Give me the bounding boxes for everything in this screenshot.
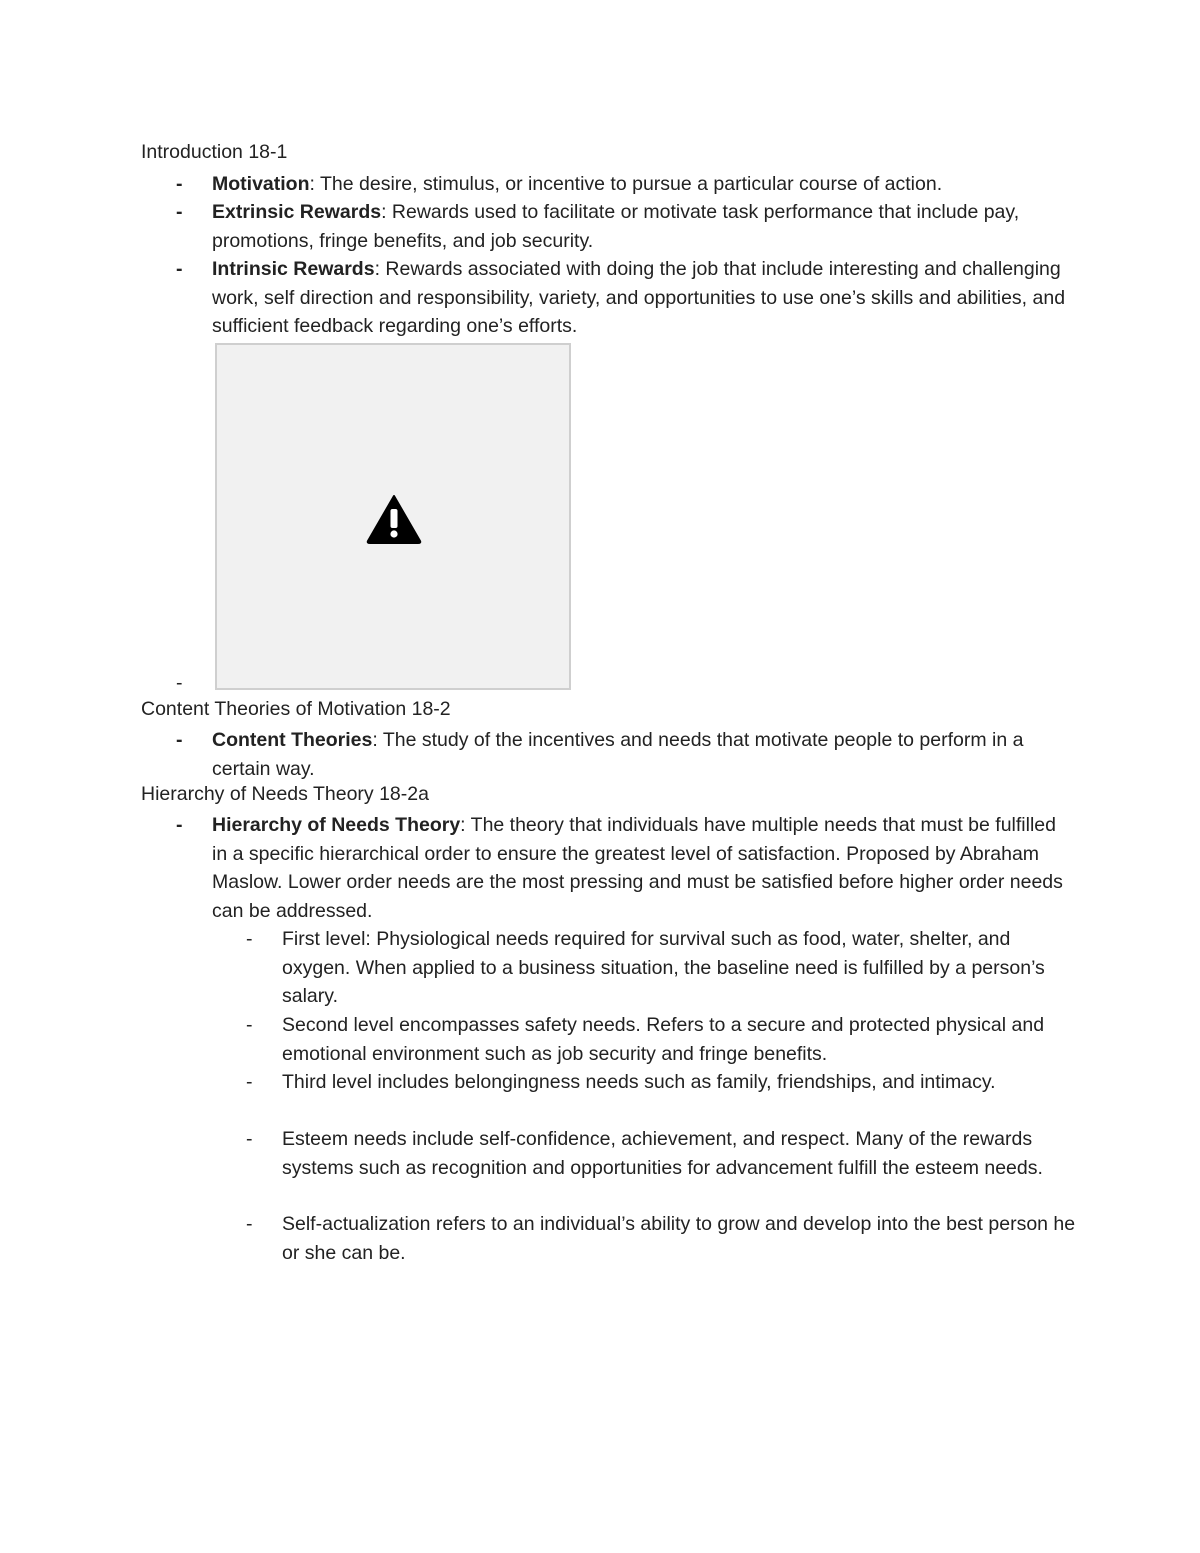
bullet: - bbox=[246, 1213, 253, 1235]
bullet: - bbox=[176, 201, 183, 223]
term-label: Motivation bbox=[212, 173, 310, 195]
term-label: Content Theories bbox=[212, 729, 373, 751]
bullet: - bbox=[246, 1128, 253, 1150]
subitem-text: Third level includes belongingness needs such as family, friendships, and intimacy. bbox=[282, 1071, 996, 1093]
sublist-item-self-actualization bbox=[246, 1210, 1082, 1267]
bullet: - bbox=[176, 258, 183, 280]
section-heading-content-theories: Content Theories of Motivation 18-2 bbox=[141, 698, 451, 720]
subitem-text: Esteem needs include self-confidence, achievement, and respect. Many of the rewards systems such as recognition and opportunities for advancement fulfill the esteem needs. bbox=[282, 1128, 1043, 1179]
definition-text: : The desire, stimulus, or incentive to pursue a particular course of action. bbox=[309, 173, 943, 195]
term-label: Hierarchy of Needs Theory bbox=[212, 814, 461, 836]
sublist-item-third-level bbox=[246, 1068, 1082, 1097]
bullet: - bbox=[176, 729, 183, 751]
definition-text: : Rewards used to facilitate or motivate task performance that include pay, promotions, fringe benefits, and job security. bbox=[212, 201, 1020, 252]
bullet: - bbox=[246, 1014, 253, 1036]
section-heading-hierarchy-of-needs: Hierarchy of Needs Theory 18-2a bbox=[141, 783, 429, 805]
subitem-text: Second level encompasses safety needs. Refers to a secure and protected physical and emotional environment such as job security and fringe benefits. bbox=[282, 1014, 1045, 1065]
sublist-item-second-level bbox=[246, 1011, 1082, 1068]
bullet: - bbox=[246, 1071, 253, 1093]
section-heading-introduction: Introduction 18-1 bbox=[141, 141, 288, 163]
bullet: - bbox=[176, 672, 183, 694]
term-label: Intrinsic Rewards bbox=[212, 258, 375, 280]
warning-triangle-icon bbox=[366, 494, 422, 544]
definition-text: : The theory that individuals have multiple needs that must be fulfilled in a specific hierarchical order to ensure the greatest level of satisfaction. Proposed by Abraham Maslow. Lower order needs are the most pressing and must be satisfied before higher order needs can be addressed. bbox=[212, 814, 1063, 922]
bullet: - bbox=[246, 928, 253, 950]
definition-text: : Rewards associated with doing the job that include interesting and challenging work, self direction and responsibility, variety, and opportunities to use one’s skills and abilities, and sufficient feedback regarding one’s efforts. bbox=[212, 258, 1066, 338]
broken-image-placeholder bbox=[215, 343, 571, 690]
subitem-text: Self-actualization refers to an individual’s ability to grow and develop into the best person he or she can be. bbox=[282, 1213, 1076, 1264]
bullet: - bbox=[176, 173, 183, 195]
list-item-hierarchy-of-needs bbox=[176, 811, 1072, 925]
list-item-motivation bbox=[176, 170, 1072, 199]
term-label: Extrinsic Rewards bbox=[212, 201, 382, 223]
definition-text: : The study of the incentives and needs that motivate people to perform in a certain way. bbox=[212, 729, 1024, 780]
sublist-item-esteem-needs bbox=[246, 1125, 1082, 1182]
list-item-content-theories bbox=[176, 726, 1072, 783]
sublist-item-first-level bbox=[246, 925, 1082, 1011]
list-item-extrinsic-rewards bbox=[176, 198, 1072, 255]
subitem-text: First level: Physiological needs required for survival such as food, water, shelter, and oxygen. When applied to a business situation, the baseline need is fulfilled by a person’s salary. bbox=[282, 928, 1045, 1008]
list-item-intrinsic-rewards bbox=[176, 255, 1072, 341]
bullet: - bbox=[176, 814, 183, 836]
